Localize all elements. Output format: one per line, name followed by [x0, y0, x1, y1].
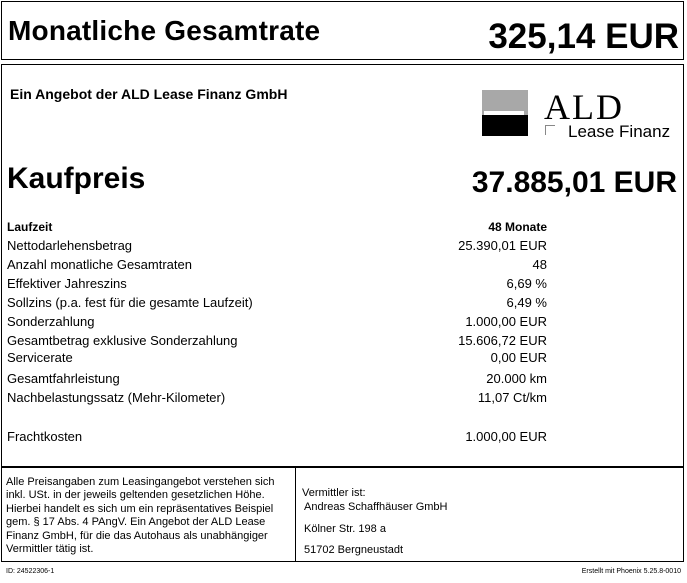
detail-label: Gesamtbetrag exklusive Sonderzahlung	[7, 333, 238, 348]
detail-value: 1.000,00 EUR	[465, 314, 547, 329]
detail-value: 6,49 %	[506, 295, 547, 310]
detail-row-rate-count	[7, 257, 547, 275]
document-id: ID: 24522306-1	[6, 568, 55, 575]
detail-label: Sollzins (p.a. fest für die gesamte Laufzeit)	[7, 295, 253, 310]
detail-row-net-loan	[7, 238, 547, 256]
broker-label: Vermittler ist:	[302, 487, 366, 499]
detail-row-service-rate	[7, 350, 547, 368]
price-disclaimer: Alle Preisangaben zum Leasingangebot verstehen sich inkl. USt. in der jeweils geltenden gesetzlichen Höhe. Hierbei handelt es sich um ein repräsentatives Beispiel gem. § 17 Abs. 4 PAngV. Ein Angebot der ALD Lease Finanz GmbH, für die das Autohaus als unabhängiger Vermittler tätig ist.	[6, 476, 275, 556]
detail-value: 48	[532, 257, 547, 272]
broker-street: Kölner Str. 198 a	[304, 523, 386, 535]
detail-row-freight-costs	[7, 429, 547, 447]
detail-value: 0,00 EUR	[490, 350, 547, 365]
detail-value: 48 Monate	[488, 220, 547, 234]
detail-value: 6,69 %	[506, 276, 547, 291]
detail-row-term	[7, 220, 547, 238]
detail-label: Effektiver Jahreszins	[7, 276, 127, 291]
detail-row-total-amount	[7, 333, 547, 351]
detail-value: 11,07 Ct/km	[477, 390, 547, 405]
ald-logo-corner-icon	[545, 125, 555, 135]
detail-label: Sonderzahlung	[7, 314, 95, 329]
offer-provider-text: Ein Angebot der ALD Lease Finanz GmbH	[10, 86, 288, 102]
detail-value: 15.606,72 EUR	[458, 333, 547, 348]
ald-logo-wordmark: ALD	[544, 87, 624, 127]
detail-label: Gesamtfahrleistung	[7, 371, 120, 386]
broker-city: 51702 Bergneustadt	[304, 544, 404, 556]
detail-row-extra-km-rate	[7, 390, 547, 408]
detail-row-nominal-rate	[7, 295, 547, 313]
detail-value: 20.000 km	[486, 371, 547, 386]
detail-label: Nachbelastungssatz (Mehr-Kilometer)	[7, 390, 226, 405]
ald-logo-square-icon	[482, 90, 528, 136]
ald-logo-subtitle: Lease Finanz	[568, 122, 671, 141]
monthly-rate-box	[1, 1, 684, 60]
purchase-price-value: 37.885,01 EUR	[471, 166, 677, 199]
detail-label: Frachtkosten	[7, 429, 83, 444]
detail-value: 25.390,01 EUR	[458, 238, 547, 253]
footer-divider	[295, 468, 296, 561]
detail-row-special-payment	[7, 314, 547, 332]
monthly-rate-title: Monatliche Gesamtrate	[8, 15, 321, 46]
broker-name: Andreas Schaffhäuser GmbH	[304, 501, 448, 513]
monthly-rate-value: 325,14 EUR	[488, 17, 679, 56]
offer-details-box	[1, 64, 684, 467]
footer-box	[1, 467, 684, 562]
created-with-note: Erstellt mit Phoenix 5.25.8-0010	[581, 568, 681, 575]
detail-label: Nettodarlehensbetrag	[7, 238, 133, 253]
detail-label: Laufzeit	[7, 220, 53, 234]
detail-label: Servicerate	[7, 350, 73, 365]
detail-row-total-mileage	[7, 371, 547, 389]
detail-label: Anzahl monatliche Gesamtraten	[7, 257, 192, 272]
detail-value: 1.000,00 EUR	[465, 429, 547, 444]
detail-row-effective-rate	[7, 276, 547, 294]
purchase-price-label: Kaufpreis	[7, 162, 146, 195]
ald-logo	[482, 87, 682, 142]
